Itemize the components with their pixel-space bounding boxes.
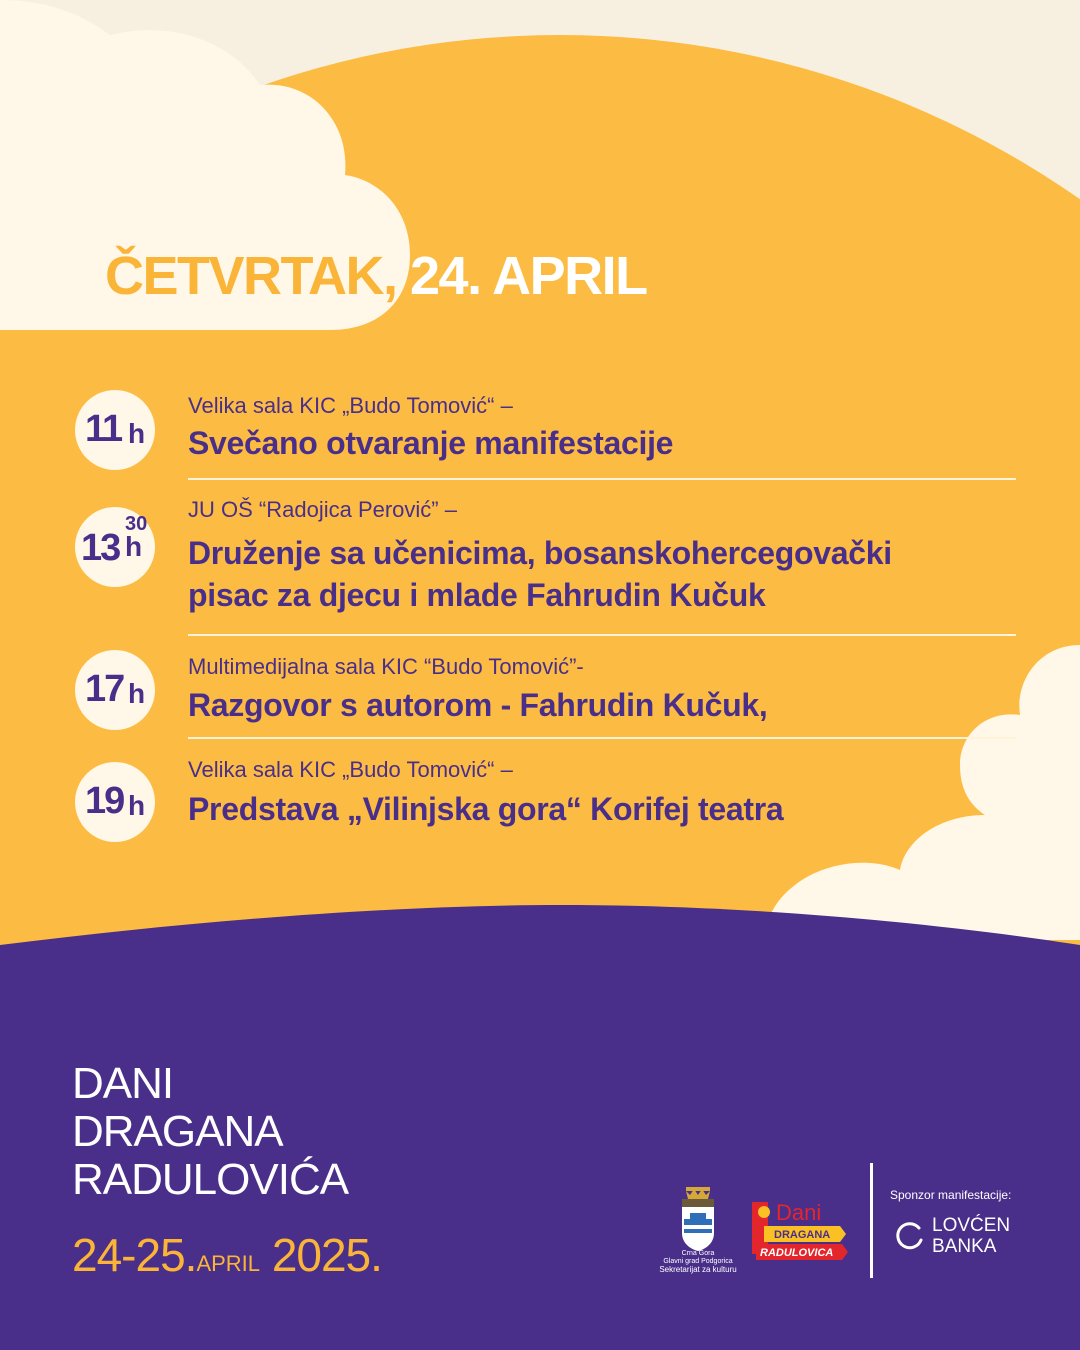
festival-dates-year: 2025. (271, 1229, 382, 1281)
event-title-line: Razgovor s autorom - Fahrudin Kučuk, (188, 687, 768, 723)
event-title-line: Druženje sa učenicima, bosanskohercegovački (188, 535, 892, 571)
date-heading (105, 245, 647, 307)
city-caption-line: Sekretarijat za kulturu (659, 1265, 737, 1274)
event-title (188, 788, 783, 830)
time-hour: 13 (81, 527, 120, 569)
event-title-line: pisac za djecu i mlade Fahrudin Kučuk (188, 577, 766, 613)
event-venue: Velika sala KIC „Budo Tomović“ – (188, 393, 513, 418)
time-badge (75, 390, 155, 470)
sponsor-bank-name (932, 1215, 1010, 1257)
lovcen-banka-icon (893, 1220, 925, 1252)
heading-date: 24. APRIL (410, 246, 647, 306)
city-caption-line: Crna Gora (681, 1250, 715, 1257)
event-title (188, 422, 673, 464)
city-caption-line: Glavni grad Podgorica (663, 1258, 733, 1265)
festival-logo-word: Dani (776, 1200, 822, 1225)
festival-dates (72, 1228, 382, 1282)
time-suffix: h (128, 678, 146, 709)
festival-name-line: RADULOVIĆA (72, 1155, 349, 1204)
event-venue: JU OŠ “Radojica Perović” – (188, 497, 457, 522)
sponsor-label: Sponzor manifestacije: (890, 1188, 1012, 1202)
festival-name-line: DANI (72, 1059, 174, 1108)
festival-logo-icon (750, 1198, 856, 1262)
event-title-line: Svečano otvaranje manifestacije (188, 425, 674, 461)
heading-day: ČETVRTAK, (105, 246, 397, 306)
event-title-line: Predstava „Vilinjska gora“ Korifej teatra (188, 791, 784, 827)
time-suffix: h (128, 790, 146, 821)
time-badge (75, 650, 155, 730)
bank-name-line: LOVĆEN (932, 1215, 1011, 1236)
city-caption (640, 1250, 756, 1274)
sponsor-divider (870, 1163, 873, 1278)
time-suffix: h (125, 531, 143, 562)
event-divider (188, 634, 1016, 636)
time-minutes: 30 (125, 513, 148, 535)
time-badge (75, 762, 155, 842)
time-hour: 19 (85, 780, 124, 822)
event-divider (188, 478, 1016, 480)
festival-logo-word: RADULOVICA (760, 1247, 834, 1259)
event-venue: Velika sala KIC „Budo Tomović“ – (188, 757, 513, 782)
bank-name-line: BANKA (932, 1236, 997, 1257)
event-title (188, 532, 892, 616)
event-title (188, 684, 767, 726)
festival-name-line: DRAGANA (72, 1107, 283, 1156)
festival-logo-word: DRAGANA (774, 1229, 831, 1241)
event-venue: Multimedijalna sala KIC “Budo Tomović”- (188, 654, 584, 679)
time-hour: 17 (85, 668, 124, 710)
festival-dates-month: APRIL (196, 1251, 261, 1276)
time-hour: 11 (85, 408, 122, 450)
festival-dates-days: 24-25. (72, 1229, 197, 1281)
time-suffix: h (128, 418, 146, 449)
festival-name (72, 1060, 348, 1204)
event-divider (188, 737, 1016, 739)
time-badge (75, 507, 155, 587)
